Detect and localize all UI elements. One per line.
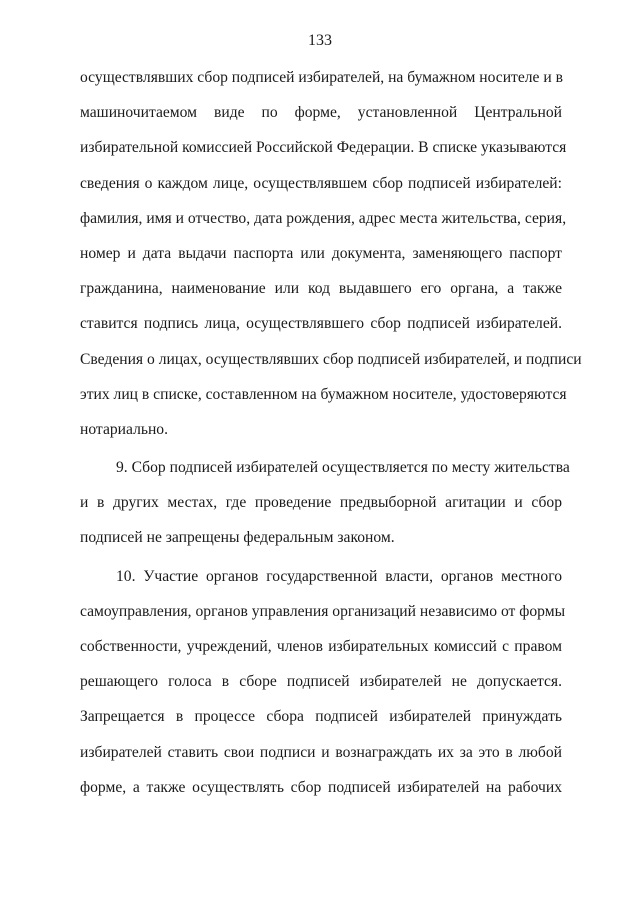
text-line: форме, а также осуществлять сбор подписей избирателей на рабочих: [80, 778, 562, 796]
text-line: номер и дата выдачи паспорта или документа, заменяющего паспорт: [80, 244, 562, 262]
body-text: [80, 60, 582, 805]
text-line: осуществлявших сбор подписей избирателей, на бумажном носителе и в: [80, 69, 563, 86]
text-line: 9. Сбор подписей избирателей осуществляется по месту жительства: [116, 459, 570, 477]
text-line: собственности, учреждений, членов избирательных комиссий с правом: [80, 638, 562, 655]
page-number: 133: [308, 32, 332, 49]
text-line: избирательной комиссией Российской Федерации. В списке указываются: [80, 139, 567, 157]
text-line: избирателей ставить свои подписи и вознаграждать их за это в любой: [80, 743, 562, 761]
text-line: гражданина, наименование или код выдавшего его органа, а также: [80, 280, 562, 298]
text-line: этих лиц в списке, составленном на бумажном носителе, удостоверяются: [80, 385, 567, 403]
text-line: фамилия, имя и отчество, дата рождения, адрес места жительства, серия,: [80, 209, 567, 227]
text-line: сведения о каждом лице, осуществлявшем сбор подписей избирателей:: [80, 174, 562, 192]
text-line: и в других местах, где проведение предвыборной агитации и сбор: [80, 494, 562, 512]
text-line: подписей не запрещены федеральным законом.: [80, 529, 395, 547]
text-line: машиночитаемом виде по форме, установленной Центральной: [80, 104, 562, 122]
text-line: самоуправления, органов управления организаций независимо от формы: [80, 602, 566, 620]
text-line: Запрещается в процессе сбора подписей избирателей принуждать: [80, 708, 562, 726]
text-line: решающего голоса в сборе подписей избирателей не допускается.: [80, 673, 562, 691]
paragraph-9: [80, 450, 570, 556]
text-line: нотариально.: [80, 420, 168, 438]
text-line: 10. Участие органов государственной власти, органов местного: [116, 567, 562, 585]
paragraph-10: [80, 559, 566, 805]
paragraph-continuation: [80, 60, 582, 447]
text-line: Сведения о лицах, осуществлявших сбор подписей избирателей, и подписи: [80, 350, 582, 368]
text-line: ставится подпись лица, осуществлявшего сбор подписей избирателей.: [80, 315, 562, 333]
